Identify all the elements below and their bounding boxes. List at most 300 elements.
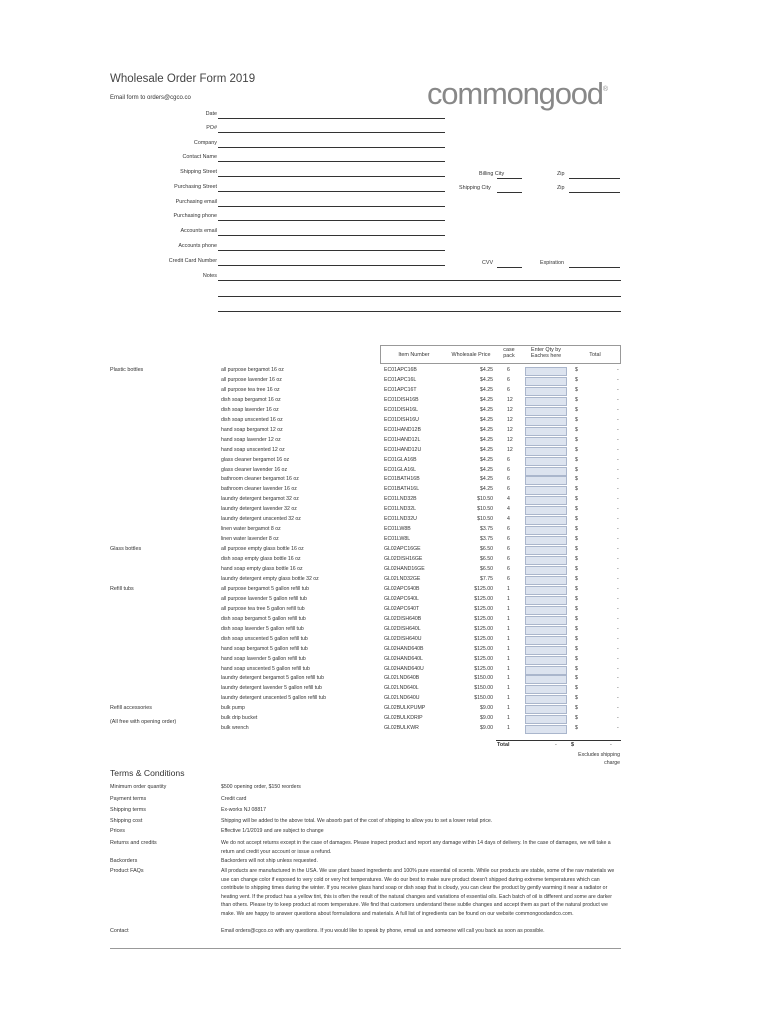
row-total: - [617, 595, 619, 602]
table-row [0, 616, 770, 626]
row-currency: $ [575, 446, 578, 453]
term-value: We do not accept returns except in the case of damages. Please inspect product and report any damage within 14 days of delivery. In the case of damages, we will take a return and credit your account or issue a refund. [221, 840, 611, 855]
qty-input[interactable] [525, 546, 567, 555]
case-pack: 12 [507, 396, 513, 403]
item-number: GL02DISH640L [384, 625, 421, 632]
field-label: Accounts phone [178, 243, 217, 249]
total-rule [496, 740, 621, 741]
case-pack: 12 [507, 426, 513, 433]
product-name: hand soap bergamot 5 gallon refill tub [221, 645, 308, 652]
item-number: EC01APC16B [384, 367, 417, 373]
expiration-label: Expiration [540, 260, 564, 266]
qty-input[interactable] [525, 427, 567, 436]
wholesale-price: $4.25 [480, 367, 493, 373]
case-pack: 1 [507, 625, 510, 632]
case-pack: 12 [507, 406, 513, 413]
zip-field-2[interactable] [569, 192, 620, 193]
qty-input[interactable] [525, 476, 567, 485]
row-total: - [617, 536, 619, 543]
wholesale-price: $125.00 [474, 665, 493, 672]
row-currency: $ [575, 655, 578, 662]
row-currency: $ [575, 476, 578, 483]
case-pack: 1 [507, 705, 510, 712]
row-total: - [617, 456, 619, 463]
total-label: Total [497, 742, 510, 748]
product-name: laundry detergent lavender 32 oz [221, 506, 297, 513]
product-name: all purpose lavender 5 gallon refill tub [221, 595, 307, 602]
qty-input[interactable] [525, 496, 567, 505]
field-input-line[interactable] [218, 206, 445, 207]
row-total: - [617, 695, 619, 702]
section-label: Plastic bottles [110, 367, 144, 373]
table-row [0, 636, 770, 646]
wholesale-price: $125.00 [474, 645, 493, 652]
table-row [0, 725, 770, 735]
header-case-pack: case pack [503, 347, 515, 359]
row-total: - [617, 625, 619, 632]
term-value: Email orders@cgco.co with any questions. If you would like to speak by phone, email us and someone will call you back as soon as possible. [221, 928, 545, 934]
qty-input[interactable] [525, 387, 567, 396]
item-number: EC01DISH16U [384, 416, 419, 423]
wholesale-price: $3.75 [480, 526, 493, 533]
wholesale-price: $6.50 [480, 546, 493, 553]
case-pack: 1 [507, 645, 510, 652]
case-pack: 1 [507, 655, 510, 662]
shipping-city-field[interactable] [497, 192, 522, 193]
case-pack: 1 [507, 595, 510, 602]
billing-city-field[interactable] [497, 178, 522, 179]
case-pack: 4 [507, 516, 510, 523]
qty-input[interactable] [525, 526, 567, 535]
field-label: Credit Card Number [168, 258, 217, 264]
wholesale-price: $4.25 [480, 476, 493, 483]
case-pack: 1 [507, 675, 510, 682]
case-pack: 12 [507, 436, 513, 443]
item-number: GL02APC640B [384, 585, 420, 592]
qty-input[interactable] [525, 566, 567, 575]
table-row [0, 437, 770, 447]
qty-input[interactable] [525, 725, 567, 734]
wholesale-price: $3.75 [480, 536, 493, 543]
wholesale-price: $9.00 [480, 725, 493, 732]
item-number: EC01BATH16B [384, 476, 420, 483]
field-input-line[interactable] [218, 118, 445, 119]
case-pack: 6 [507, 376, 510, 383]
product-name: all purpose bergamot 16 oz [221, 367, 284, 373]
field-label: Contact Name [182, 154, 217, 160]
qty-input[interactable] [525, 705, 567, 714]
expiration-field[interactable] [569, 267, 620, 268]
field-input-line[interactable] [218, 280, 621, 281]
wholesale-price: $6.50 [480, 556, 493, 563]
row-currency: $ [575, 416, 578, 423]
term-label: Shipping terms [110, 807, 146, 813]
wholesale-price: $9.00 [480, 715, 493, 722]
qty-input[interactable] [525, 685, 567, 694]
case-pack: 6 [507, 556, 510, 563]
table-row [0, 506, 770, 516]
wholesale-price: $4.25 [480, 456, 493, 463]
wholesale-price: $125.00 [474, 625, 493, 632]
row-currency: $ [575, 585, 578, 592]
row-total: - [617, 605, 619, 612]
product-name: dish soap bergamot 16 oz [221, 396, 281, 403]
notes-line-2[interactable] [218, 296, 621, 297]
item-number: EC01HAND12U [384, 446, 422, 453]
item-number: GL02HAND640B [384, 645, 424, 652]
field-input-line[interactable] [218, 250, 445, 251]
row-currency: $ [575, 516, 578, 523]
field-input-line[interactable] [218, 161, 445, 162]
term-label: Payment terms [110, 796, 147, 802]
table-row [0, 576, 770, 586]
notes-line-3[interactable] [218, 311, 621, 312]
qty-input[interactable] [525, 646, 567, 655]
item-number: EC01APC16L [384, 376, 417, 383]
field-input-line[interactable] [218, 191, 445, 192]
row-total: - [617, 436, 619, 443]
qty-input[interactable] [525, 626, 567, 635]
row-currency: $ [575, 426, 578, 433]
row-currency: $ [575, 396, 578, 403]
wholesale-price: $4.25 [480, 466, 493, 473]
qty-input[interactable] [525, 397, 567, 406]
row-total: - [617, 516, 619, 523]
item-number: EC01GLA16B [384, 456, 417, 463]
case-pack: 1 [507, 605, 510, 612]
product-name: laundry detergent unscented 32 oz [221, 516, 301, 523]
field-label: Date [205, 111, 217, 117]
case-pack: 1 [507, 585, 510, 592]
product-name: all purpose empty glass bottle 16 oz [221, 546, 304, 553]
row-currency: $ [575, 526, 578, 533]
table-row [0, 556, 770, 566]
term-label: Returns and credits [110, 840, 157, 846]
row-total: - [617, 466, 619, 473]
case-pack: 1 [507, 725, 510, 732]
qty-input[interactable] [525, 417, 567, 426]
row-total: - [617, 426, 619, 433]
section-label: Refill tubs [110, 585, 134, 592]
row-currency: $ [575, 645, 578, 652]
row-currency: $ [575, 695, 578, 702]
qty-input[interactable] [525, 695, 567, 704]
row-total: - [617, 406, 619, 413]
shipping-note: Excludes shipping charge [578, 752, 620, 766]
product-name: hand soap lavender 5 gallon refill tub [221, 655, 306, 662]
item-number: EC01DISH16L [384, 406, 419, 413]
row-currency: $ [575, 715, 578, 722]
case-pack: 6 [507, 367, 510, 373]
row-total: - [617, 635, 619, 642]
wholesale-price: $125.00 [474, 635, 493, 642]
row-currency: $ [575, 436, 578, 443]
logo-text: commongood [427, 76, 603, 111]
cvv-label: CVV [482, 260, 494, 266]
table-row [0, 685, 770, 695]
field-label: Accounts email [180, 228, 217, 234]
table-row [0, 536, 770, 546]
table-row [0, 447, 770, 457]
table-row [0, 666, 770, 676]
row-currency: $ [575, 376, 578, 383]
row-total: - [617, 575, 619, 582]
qty-input[interactable] [525, 516, 567, 525]
item-number: GL02APC640T [384, 605, 420, 612]
row-total: - [617, 566, 619, 572]
cvv-field[interactable] [497, 267, 522, 268]
row-currency: $ [575, 595, 578, 602]
qty-input[interactable] [525, 506, 567, 515]
row-currency: $ [575, 685, 578, 692]
wholesale-price: $150.00 [474, 695, 493, 702]
table-row [0, 675, 770, 685]
wholesale-price: $4.25 [480, 486, 493, 493]
form-subtitle: Email form to orders@cgco.co [110, 95, 191, 101]
item-number: GL02BULKWR [384, 725, 419, 732]
shipping-city-label: Shipping City [459, 185, 491, 191]
header-item-number: Item Number [398, 352, 430, 358]
row-total: - [617, 367, 619, 373]
product-name: laundry detergent lavender 5 gallon refill tub [221, 685, 322, 692]
table-row [0, 526, 770, 536]
product-name: dish soap lavender 5 gallon refill tub [221, 625, 304, 632]
form-title: Wholesale Order Form 2019 [110, 73, 256, 85]
row-total: - [617, 665, 619, 672]
zip-label-2: Zip [557, 185, 565, 191]
wholesale-price: $4.25 [480, 446, 493, 453]
case-pack: 6 [507, 546, 510, 553]
row-total: - [617, 615, 619, 622]
row-currency: $ [575, 496, 578, 503]
table-row [0, 596, 770, 606]
qty-input[interactable] [525, 596, 567, 605]
item-number: GL02BULKDRIP [384, 715, 423, 722]
qty-input[interactable] [525, 437, 567, 446]
case-pack: 6 [507, 466, 510, 473]
qty-input[interactable] [525, 377, 567, 386]
row-total: - [617, 556, 619, 563]
table-row [0, 695, 770, 705]
case-pack: 6 [507, 566, 510, 572]
term-value: Backorders will not ship unless requested. [221, 858, 318, 864]
case-pack: 6 [507, 486, 510, 493]
field-input-line[interactable] [218, 265, 445, 266]
case-pack: 6 [507, 386, 510, 393]
product-name: bulk drip bucket [221, 715, 258, 722]
qty-input[interactable] [525, 407, 567, 416]
table-row [0, 496, 770, 506]
qty-input[interactable] [525, 715, 567, 724]
product-name: laundry detergent bergamot 5 gallon refill tub [221, 675, 324, 682]
row-total: - [617, 386, 619, 393]
field-label: Shipping Street [180, 169, 217, 175]
item-number: GL02LND640B [384, 675, 420, 682]
row-currency: $ [575, 625, 578, 632]
case-pack: 1 [507, 615, 510, 622]
row-currency: $ [575, 456, 578, 463]
product-name: bulk wrench [221, 725, 249, 732]
table-row [0, 467, 770, 477]
qty-input[interactable] [525, 576, 567, 585]
product-name: hand soap unscented 5 gallon refill tub [221, 665, 310, 672]
row-total: - [617, 675, 619, 682]
row-total: - [617, 446, 619, 453]
table-row [0, 486, 770, 496]
item-number: EC01GLA16L [384, 466, 417, 473]
term-value: Credit card [221, 796, 247, 802]
product-name: linen water bergamot 8 oz [221, 526, 281, 533]
table-row [0, 656, 770, 666]
row-total: - [617, 506, 619, 513]
field-input-line[interactable] [218, 147, 445, 148]
product-name: glass cleaner bergamot 16 oz [221, 456, 290, 463]
row-total: - [617, 705, 619, 712]
item-number: EC01LND32B [384, 496, 417, 503]
case-pack: 6 [507, 526, 510, 533]
row-total: - [617, 526, 619, 533]
zip-field-1[interactable] [569, 178, 620, 179]
qty-input[interactable] [525, 486, 567, 495]
row-currency: $ [575, 486, 578, 493]
item-number: EC01LND32U [384, 516, 417, 523]
term-label: Contact [110, 928, 129, 934]
product-name: glass cleaner lavender 16 oz [221, 466, 288, 473]
field-label: Company [193, 140, 217, 146]
case-pack: 4 [507, 506, 510, 513]
row-currency: $ [575, 705, 578, 712]
field-label: PO# [206, 125, 217, 131]
wholesale-price: $10.50 [477, 506, 493, 513]
item-number: GL02DISH640U [384, 635, 422, 642]
item-number: EC01HAND12B [384, 426, 421, 433]
qty-input[interactable] [525, 636, 567, 645]
product-name: linen water lavender 8 oz [221, 536, 279, 543]
item-number: GL02HAND16GE [384, 566, 425, 572]
total-currency: $ [571, 742, 574, 748]
table-row [0, 476, 770, 486]
item-number: GL02APC640L [384, 595, 419, 602]
row-currency: $ [575, 466, 578, 473]
wholesale-price: $10.50 [477, 516, 493, 523]
qty-input[interactable] [525, 467, 567, 476]
qty-input[interactable] [525, 616, 567, 625]
qty-input[interactable] [525, 536, 567, 545]
item-number: EC01BATH16L [384, 486, 420, 493]
wholesale-price: $6.50 [480, 566, 493, 572]
case-pack: 1 [507, 695, 510, 702]
wholesale-price: $125.00 [474, 585, 493, 592]
product-name: dish soap lavender 16 oz [221, 406, 279, 413]
case-pack: 12 [507, 446, 513, 453]
header-wholesale-price: Wholesale Price [451, 352, 491, 358]
total-value: - [610, 742, 612, 748]
term-label: Product FAQs [110, 868, 144, 874]
wholesale-price: $125.00 [474, 605, 493, 612]
qty-input[interactable] [525, 367, 567, 376]
terms-heading: Terms & Conditions [110, 768, 185, 778]
qty-input[interactable] [525, 457, 567, 466]
case-pack: 6 [507, 476, 510, 483]
term-label: Minimum order quantity [110, 784, 167, 790]
row-total: - [617, 645, 619, 652]
row-total: - [617, 725, 619, 732]
product-name: bathroom cleaner bergamot 16 oz [221, 476, 299, 483]
row-total: - [617, 396, 619, 403]
row-total: - [617, 585, 619, 592]
row-currency: $ [575, 635, 578, 642]
qty-input[interactable] [525, 586, 567, 595]
qty-input[interactable] [525, 666, 567, 675]
row-total: - [617, 416, 619, 423]
table-row [0, 646, 770, 656]
field-input-line[interactable] [218, 220, 445, 221]
case-pack: 1 [507, 665, 510, 672]
row-currency: $ [575, 386, 578, 393]
wholesale-price: $150.00 [474, 685, 493, 692]
product-name: laundry detergent empty glass bottle 32 oz [221, 575, 319, 582]
row-currency: $ [575, 675, 578, 682]
table-row [0, 377, 770, 387]
product-name: all purpose tea tree 16 oz [221, 386, 280, 393]
table-row [0, 407, 770, 417]
case-pack: 1 [507, 635, 510, 642]
row-total: - [617, 476, 619, 483]
qty-input[interactable] [525, 606, 567, 615]
field-input-line[interactable] [218, 176, 445, 177]
wholesale-price: $4.25 [480, 386, 493, 393]
case-pack: 6 [507, 575, 510, 582]
item-number: GL02DISH640B [384, 615, 422, 622]
row-total: - [617, 685, 619, 692]
qty-input[interactable] [525, 556, 567, 565]
wholesale-price: $125.00 [474, 615, 493, 622]
section-label: Glass bottles [110, 546, 142, 553]
product-name: hand soap lavender 12 oz [221, 436, 281, 443]
product-name: all purpose lavender 16 oz [221, 376, 282, 383]
case-pack: 6 [507, 456, 510, 463]
item-number: EC01APC16T [384, 386, 417, 393]
row-total: - [617, 486, 619, 493]
row-total: - [617, 655, 619, 662]
product-name: dish soap unscented 5 gallon refill tub [221, 635, 308, 642]
item-number: GL02HAND640U [384, 665, 424, 672]
table-row [0, 606, 770, 616]
qty-input[interactable] [525, 447, 567, 456]
item-number: GL02LND640U [384, 695, 420, 702]
field-input-line[interactable] [218, 132, 445, 133]
row-currency: $ [575, 546, 578, 553]
row-total: - [617, 546, 619, 553]
table-row [0, 457, 770, 467]
field-input-line[interactable] [218, 235, 445, 236]
row-currency: $ [575, 665, 578, 672]
wholesale-price: $7.75 [480, 575, 493, 582]
row-currency: $ [575, 406, 578, 413]
item-number: EC01LND32L [384, 506, 417, 513]
row-currency: $ [575, 556, 578, 563]
qty-input[interactable] [525, 656, 567, 665]
section-label: (All free with opening order) [110, 719, 177, 726]
qty-input[interactable] [525, 675, 567, 684]
wholesale-price: $4.25 [480, 416, 493, 423]
item-number: EC01DISH16B [384, 396, 419, 403]
term-value: Ex-works NJ 08817 [221, 807, 266, 813]
wholesale-price: $4.25 [480, 396, 493, 403]
row-currency: $ [575, 575, 578, 582]
item-number: EC01LW8B [384, 526, 411, 533]
zip-label-1: Zip [557, 171, 565, 177]
